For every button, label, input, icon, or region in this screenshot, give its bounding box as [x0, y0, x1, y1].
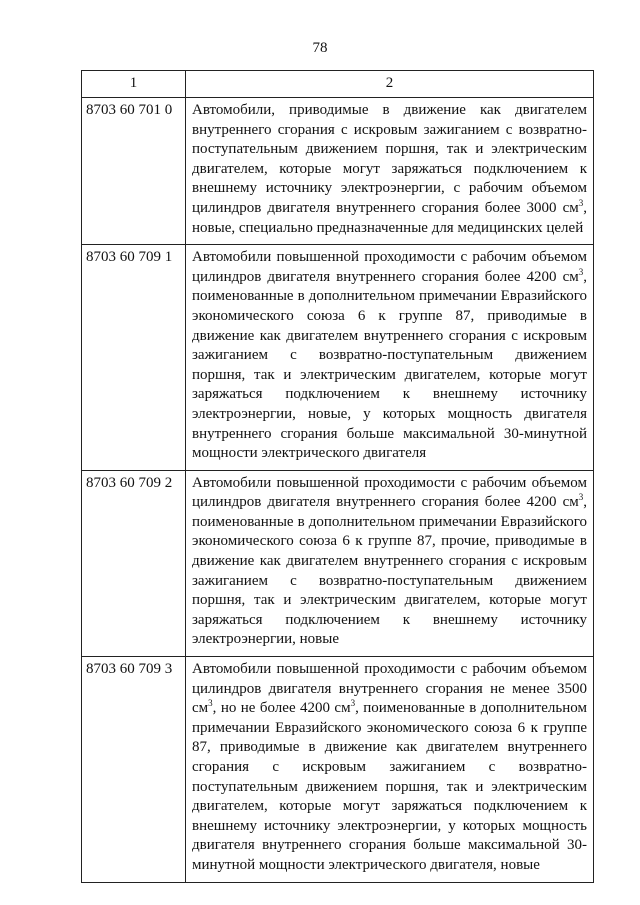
- table-row: [82, 470, 594, 656]
- table-row: [82, 98, 594, 245]
- description-text: , но не более 4200 см: [212, 700, 351, 717]
- column-header-2: 2: [186, 71, 594, 98]
- commodity-code: 8703 60 709 2: [82, 470, 186, 656]
- page-number: 78: [312, 40, 328, 56]
- unit-superscript: 3: [350, 698, 356, 709]
- description-text: , поименованные в дополнительном примечании Евразийского экономического союза 6 к группе 87, прочие, приводимые в движение как двигателем внутреннего сгорания с искровым зажиганием с возвратно-поступательным движением поршня, так и электрическим двигателем, которые могут заряжаться подключением к внешнему источнику электроэнергии, новые: [192, 494, 587, 648]
- description-text: Автомобили, приводимые в движение как двигателем внутреннего сгорания с искровым зажиганием с возвратно-поступательным движением поршня, так и электрическим двигателем, которые могут заряжаться подключением к внешнему источнику электроэнергии, с рабочим объемом цилиндров двигателя внутреннего сгорания более 3000 см: [192, 102, 587, 216]
- commodity-description: [186, 98, 594, 245]
- description-text: Автомобили повышенной проходимости с рабочим объемом цилиндров двигателя внутреннего сгорания более 4200 см: [192, 474, 587, 511]
- unit-superscript: 3: [208, 698, 213, 709]
- column-header-1: 1: [82, 71, 186, 98]
- description-text: Автомобили повышенной проходимости с рабочим объемом цилиндров двигателя внутреннего сгорания не менее 3500 см: [192, 661, 587, 717]
- table-row: [82, 657, 594, 883]
- table-header-row: [82, 71, 594, 98]
- commodity-description: [186, 470, 594, 656]
- description-text: , новые, специально предназначенные для медицинских целей: [192, 199, 587, 236]
- commodity-code: 8703 60 709 1: [82, 245, 186, 471]
- unit-superscript: 3: [578, 492, 584, 503]
- unit-superscript: 3: [578, 197, 584, 208]
- commodity-description: [186, 245, 594, 471]
- description-text: , поименованные в дополнительном примечании Евразийского экономического союза 6 к группе 87, приводимые в движение как двигателем внутреннего сгорания с искровым зажиганием с возвратно-поступательным движением поршня, так и электрическим двигателем, которые могут заряжаться подключением к внешнему источнику электроэнергии, новые, у которых мощность двигателя внутреннего сгорания больше максимальной 30-минутной мощности электрического двигателя: [192, 268, 587, 462]
- unit-superscript: 3: [578, 266, 584, 277]
- table-row: [82, 245, 594, 471]
- description-text: , поименованные в дополнительном примечании Евразийского экономического союза 6 к группе 87, приводимые в движение как двигателем внутреннего сгорания с искровым зажиганием с возвратно-поступательным движением поршня, так и электрическим двигателем, которые могут заряжаться подключением к внешнему источнику электроэнергии, у которых мощность двигателя внутреннего сгорания больше максимальной 30-минутной мощности электрического двигателя, новые: [192, 700, 587, 873]
- commodity-code: 8703 60 709 3: [82, 657, 186, 883]
- commodity-code: 8703 60 701 0: [82, 98, 186, 245]
- tariff-code-table: [81, 70, 594, 883]
- description-text: Автомобили повышенной проходимости с рабочим объемом цилиндров двигателя внутреннего сгорания более 4200 см: [192, 249, 587, 285]
- commodity-description: [186, 657, 594, 883]
